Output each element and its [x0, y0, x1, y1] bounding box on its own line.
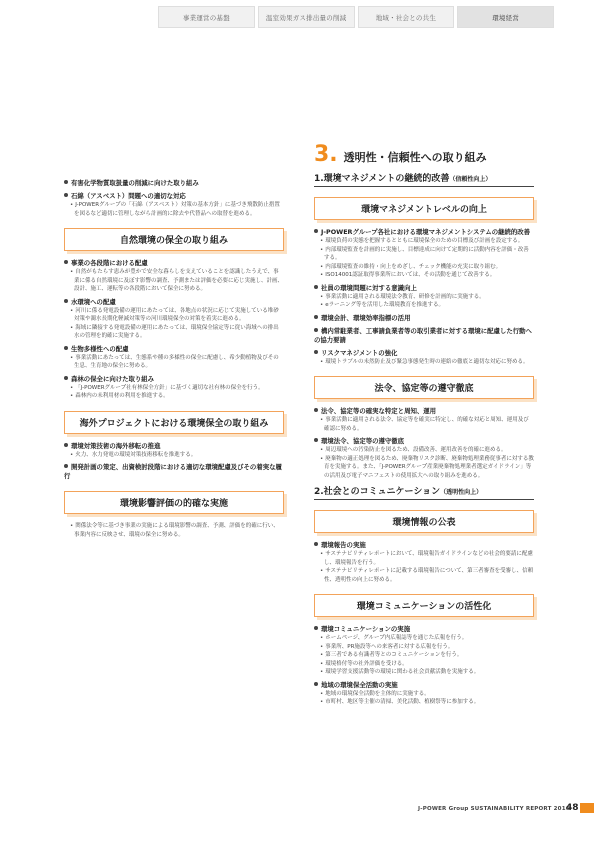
section-box-title: 環境影響評価の的確な実施 — [64, 491, 284, 514]
subsection-heading — [314, 171, 534, 187]
bullet-item: • 周辺環境への汚染防止を図るため、設備改善、運用改善を的確に進める。 — [314, 446, 534, 455]
block-heading-text: 開発計画の策定、出資検討段階における適切な環境配慮及びその着実な履行 — [64, 463, 282, 480]
section-box-title: 法令、協定等の遵守徹底 — [314, 376, 534, 399]
bullet-item: • 火力、水力発電の環境対策技術移転を推進する。 — [64, 451, 284, 460]
block-heading — [64, 179, 284, 188]
bullet-item: • ホームページ、グループ内広報誌等を通じた広報を行う。 — [314, 634, 534, 643]
tab-community[interactable]: 地域・社会との共生 — [358, 6, 455, 28]
bullet-dot-icon — [64, 443, 68, 447]
bullet-dot-icon — [314, 229, 318, 233]
bullet-dot-icon — [314, 626, 318, 630]
block-heading-text: 事業の各段階における配慮 — [71, 259, 148, 267]
bullet-item: • eラーニング等を活用した環境教育を推進する。 — [314, 301, 534, 310]
subsection-note: （透明性向上） — [440, 489, 483, 496]
left-column — [64, 175, 284, 539]
bullet-dot-icon — [314, 542, 318, 546]
block-heading-text: 環境対策技術の海外移転の推進 — [71, 441, 161, 450]
bullet-item: • 事業活動に適用される環境法令教育、研修を計画的に実施する。 — [314, 293, 534, 302]
bullet-item: • ISO14001認証取得事業所においては、その活動を通じて改善する。 — [314, 271, 534, 280]
block-heading — [64, 463, 284, 481]
block-heading — [314, 349, 534, 358]
block-heading — [314, 284, 534, 293]
section-tabs — [158, 6, 554, 28]
block-heading — [314, 625, 534, 634]
bullet-dot-icon — [64, 180, 68, 184]
block-heading-text: 構内常駐業者、工事請負業者等の取引業者に対する環境に配慮した行動への協力要請 — [314, 326, 532, 344]
bullet-item: • 環境トラブルの未然防止及び緊急事態発生時の連絡の徹底と適切な対応に努める。 — [314, 358, 534, 367]
bullet-item: • 市町村、地区等主催の清掃、美化活動、植樹祭等に参加する。 — [314, 698, 534, 707]
block-heading-text: J-POWERグループ各社における環境マネジメントシステムの継続的改善 — [321, 228, 531, 236]
bullet-item: • 事業活動に適用される法令、協定等を確実に特定し、的確な対応と周知、運用及び確認に努める。 — [314, 416, 534, 433]
tab-environmental-management[interactable]: 環境経営 — [457, 6, 554, 28]
bullet-item: • 環境格付等の社外評価を受ける。 — [314, 660, 534, 669]
block-heading — [64, 298, 284, 307]
block-heading-text: 水環境への配慮 — [71, 297, 116, 306]
section-box-title: 自然環境の保全の取り組み — [64, 228, 284, 251]
section-heading — [314, 142, 534, 167]
bullet-dot-icon — [64, 346, 68, 350]
section-number: 3. — [314, 142, 338, 167]
bullet-item: • 自然がもたらす恵みが豊かで安全な暮らしを支えていることを認識したうえで、事業に係る自然環境に及ぼす影響の調査、予測または評価を必要に応じ実施し、計画、設計、施工、運転等の各段階において保全に努める。 — [64, 268, 284, 294]
bullet-item: • 「J-POWERグループ社有林保全方針」に基づく適切な社有林の保全を行う。 — [64, 384, 284, 393]
bullet-dot-icon — [314, 328, 318, 332]
block-heading-text: 森林の保全に向けた取り組み — [71, 374, 155, 383]
bullet-item: • 森林内の未利用材の利用を推進する。 — [64, 392, 284, 401]
bullet-item: • 環境負荷の実態を把握するとともに環境保全のための目標及び計画を設定する。 — [314, 237, 534, 246]
bullet-dot-icon — [314, 350, 318, 354]
block-heading — [64, 192, 284, 201]
right-column — [314, 142, 534, 707]
block-heading-text: 石綿（アスベスト）問題への適切な対応 — [71, 192, 186, 200]
subsection-title: 1.環境マネジメントの継続的改善 — [314, 174, 450, 184]
section-box-title: 海外プロジェクトにおける環境保全の取り組み — [64, 411, 284, 434]
bullet-dot-icon — [314, 682, 318, 686]
subsection-note: （信頼性向上） — [449, 176, 492, 183]
report-title: J-POWER Group SUSTAINABILITY REPORT 2016 — [418, 806, 570, 812]
block-heading — [64, 375, 284, 384]
bullet-dot-icon — [314, 315, 318, 319]
section-title: 透明性・信頼性への取り組み — [343, 151, 487, 164]
block-heading — [64, 259, 284, 268]
block-heading-text: リスクマネジメントの強化 — [321, 348, 398, 357]
block-heading — [314, 228, 534, 237]
bullet-dot-icon — [64, 193, 68, 197]
bullet-dot-icon — [64, 464, 68, 468]
bullet-dot-icon — [314, 285, 318, 289]
bullet-item: • 内部環境監査の維持・向上をめざし、チェック機能の充実に取り組む。 — [314, 263, 534, 272]
block-heading-text: 環境法令、協定等の遵守徹底 — [321, 437, 405, 445]
bullet-item: • サステナビリティレポートにおいて、環境報告ガイドラインなどの社会的要請に配慮し、環境報告を行う。 — [314, 550, 534, 567]
right-body — [314, 171, 534, 707]
block-heading — [314, 541, 534, 550]
bullet-dot-icon — [64, 299, 68, 303]
block-heading-text: 生物多様性への配慮 — [71, 344, 129, 353]
page-number: 48 — [566, 803, 579, 813]
block-heading-text: 法令、協定等の確実な特定と周知、運用 — [321, 407, 437, 415]
bullet-item: • 河川に係る発電設備の運用にあたっては、各地点の状況に応じて実施している堆砂対策や濁水長期化軽減対策等の河川環境保全の対策を着実に進める。 — [64, 307, 284, 324]
bullet-item: • 環境学習支援活動等の環境に関わる社会貢献活動を実施する。 — [314, 668, 534, 677]
bullet-item: • 海域に隣接する発電設備の運用にあたっては、環境保全協定等に従い海域への排出水の管理を的確に実施する。 — [64, 324, 284, 341]
bullet-item: • 関係法令等に基づき事業の実施による環境影響の調査、予測、評価を的確に行い、事業内容に反映させ、環境の保全に努める。 — [64, 522, 284, 539]
block-heading — [314, 681, 534, 690]
section-box-title: 環境情報の公表 — [314, 510, 534, 533]
block-heading-text: 環境コミュニケーションの実施 — [321, 625, 411, 633]
bullet-dot-icon — [314, 438, 318, 442]
block-heading — [64, 345, 284, 354]
block-heading-text: 有害化学物質取扱量の削減に向けた取り組み — [71, 179, 199, 187]
subsection-title: 2.社会とのコミュニケーション — [314, 487, 441, 497]
block-heading-text: 社員の環境問題に対する意識向上 — [321, 283, 417, 292]
bullet-dot-icon — [314, 408, 318, 412]
subsection-heading — [314, 484, 534, 500]
block-heading-text: 環境報告の実施 — [321, 541, 366, 549]
bullet-item: • J-POWERグループの「石綿（アスベスト）対策の基本方針」に基づき飛散防止措置を図るなど適切に管理しながら計画的に除去や代替品への取替を進める。 — [64, 201, 284, 218]
bullet-item: • 事業活動にあたっては、生態系や種の多様性の保全に配慮し、希少動植物及びその生息、生育地の保全に努める。 — [64, 354, 284, 371]
tab-ghg-reduction[interactable]: 温室効果ガス排出量の削減 — [258, 6, 355, 28]
bullet-item: • 地域の環境保全活動を主体的に実施する。 — [314, 690, 534, 699]
block-heading — [314, 437, 534, 446]
bullet-dot-icon — [64, 260, 68, 264]
block-heading — [64, 442, 284, 451]
bullet-item: • 廃棄物の適正処理を図るため、廃棄物リスク診断、廃棄物処理業務従事者に対する教育を実施する。また、「J-POWERグループ産業廃棄物処理業者選定ガイドライン」等の活用及び電子マニフェストの使用拡大への取り組みを進める。 — [314, 455, 534, 481]
block-heading-text: 地域の環境保全活動の実施 — [321, 680, 398, 689]
block-heading — [314, 407, 534, 416]
bullet-dot-icon — [64, 376, 68, 380]
bullet-item: • 第三者である有識者等とのコミュニケーションを行う。 — [314, 651, 534, 660]
section-box-title: 環境コミュニケーションの活性化 — [314, 594, 534, 617]
block-heading — [314, 327, 534, 345]
bullet-item: • 内部環境監査を計画的に実施し、目標達成に向けて定期的に活動内容を評価・改善する。 — [314, 246, 534, 263]
section-box-title: 環境マネジメントレベルの向上 — [314, 197, 534, 220]
tab-business-foundation[interactable]: 事業運営の基盤 — [158, 6, 255, 28]
block-heading — [314, 314, 534, 323]
bullet-item: • 事業所、PR施設等への来客者に対する広報を行う。 — [314, 643, 534, 652]
bullet-item: • サステナビリティレポートに記載する環境報告について、第三者審査を受審し、信頼性、透明性の向上に努める。 — [314, 567, 534, 584]
page-marker — [580, 803, 594, 813]
block-heading-text: 環境会計、環境効率指標の活用 — [321, 313, 411, 322]
